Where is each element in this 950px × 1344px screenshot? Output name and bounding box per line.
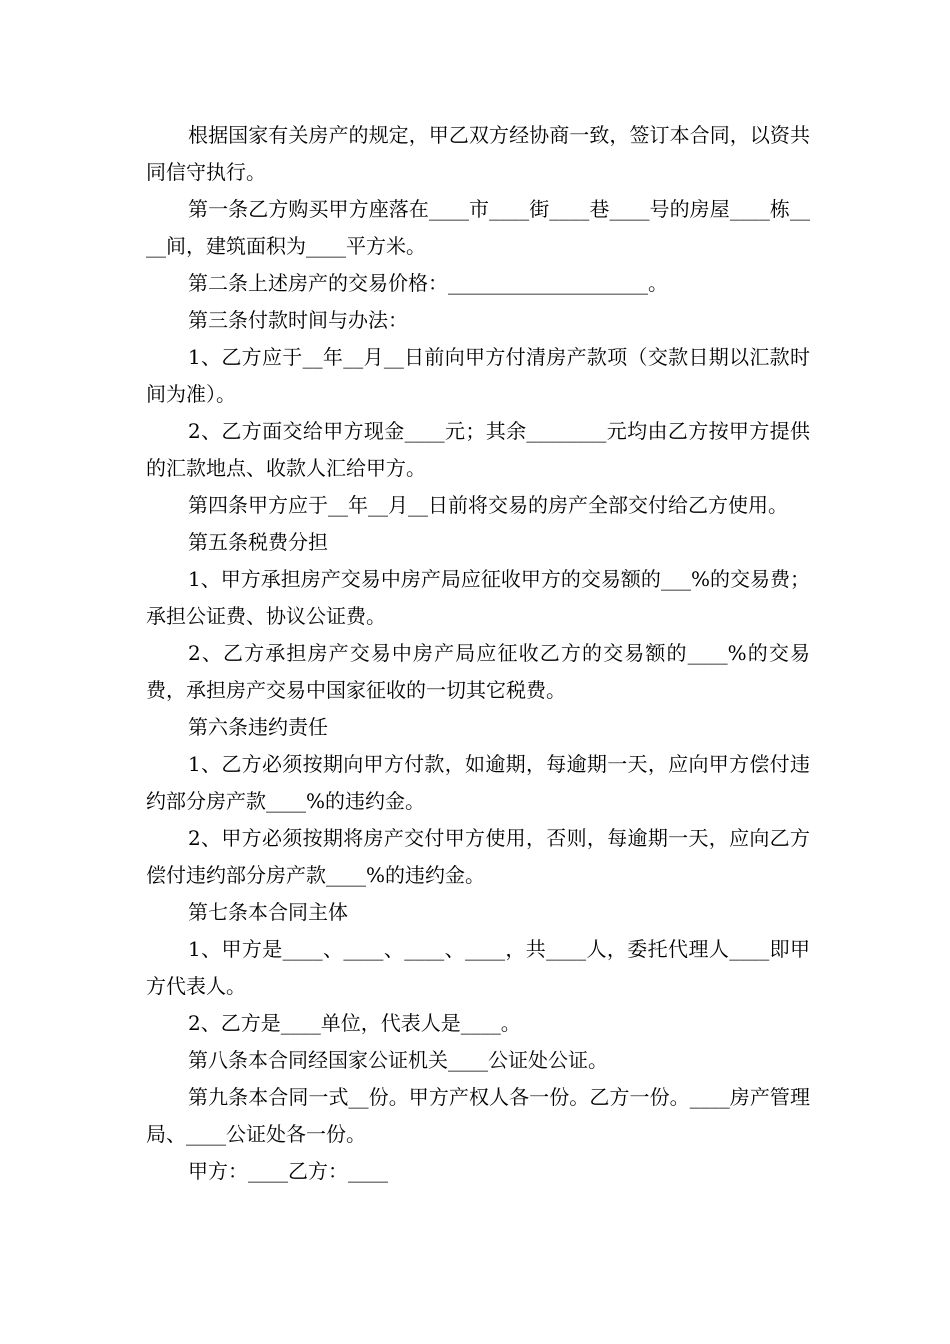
paragraph-article-2: 第二条上述房产的交易价格：____________________。 [188, 271, 668, 295]
paragraph-article-4: 第四条甲方应于__年__月__日前将交易的房产全部交付给乙方使用。 [188, 493, 788, 517]
paragraph-article-6-item-1: 1、乙方必须按期向甲方付款，如逾期，每逾期一天，应向甲方偿付违约部分房产款____%的违约金。 [146, 752, 810, 813]
paragraph-article-7: 第七条本合同主体 [188, 900, 348, 924]
paragraph-article-7-item-1: 1、甲方是____、____、____、____，共____人，委托代理人____即甲方代表人。 [146, 937, 810, 998]
paragraph-article-3: 第三条付款时间与办法： [188, 308, 408, 332]
paragraph-article-5: 第五条税费分担 [188, 530, 328, 554]
paragraph-article-6-item-2: 2、甲方必须按期将房产交付甲方使用，否则，每逾期一天，应向乙方偿付违约部分房产款____%的违约金。 [146, 826, 810, 887]
paragraph-article-3-item-2: 2、乙方面交给甲方现金____元；其余________元均由乙方按甲方提供的汇款地点、收款人汇给甲方。 [146, 419, 810, 480]
paragraph-article-5-item-2: 2、乙方承担房产交易中房产局应征收乙方的交易额的____%的交易费，承担房产交易中国家征收的一切其它税费。 [146, 641, 810, 702]
paragraph-article-9: 第九条本合同一式__份。甲方产权人各一份。乙方一份。____房产管理局、____公证处各一份。 [146, 1085, 810, 1146]
paragraph-preamble: 根据国家有关房产的规定，甲乙双方经协商一致，签订本合同，以资共同信守执行。 [146, 123, 810, 184]
paragraph-article-5-item-1: 1、甲方承担房产交易中房产局应征收甲方的交易额的___%的交易费；承担公证费、协议公证费。 [146, 567, 810, 628]
contract-body [146, 117, 810, 1190]
paragraph-article-7-item-2: 2、乙方是____单位，代表人是____。 [188, 1011, 521, 1035]
paragraph-article-3-item-1: 1、乙方应于__年__月__日前向甲方付清房产款项（交款日期以汇款时间为准）。 [146, 345, 810, 406]
paragraph-article-6: 第六条违约责任 [188, 715, 328, 739]
paragraph-signatures: 甲方：____乙方：____ [188, 1159, 388, 1183]
paragraph-article-1: 第一条乙方购买甲方座落在____市____街____巷____号的房屋____栋____间，建筑面积为____平方米。 [146, 197, 810, 258]
paragraph-article-8: 第八条本合同经国家公证机关____公证处公证。 [188, 1048, 608, 1072]
